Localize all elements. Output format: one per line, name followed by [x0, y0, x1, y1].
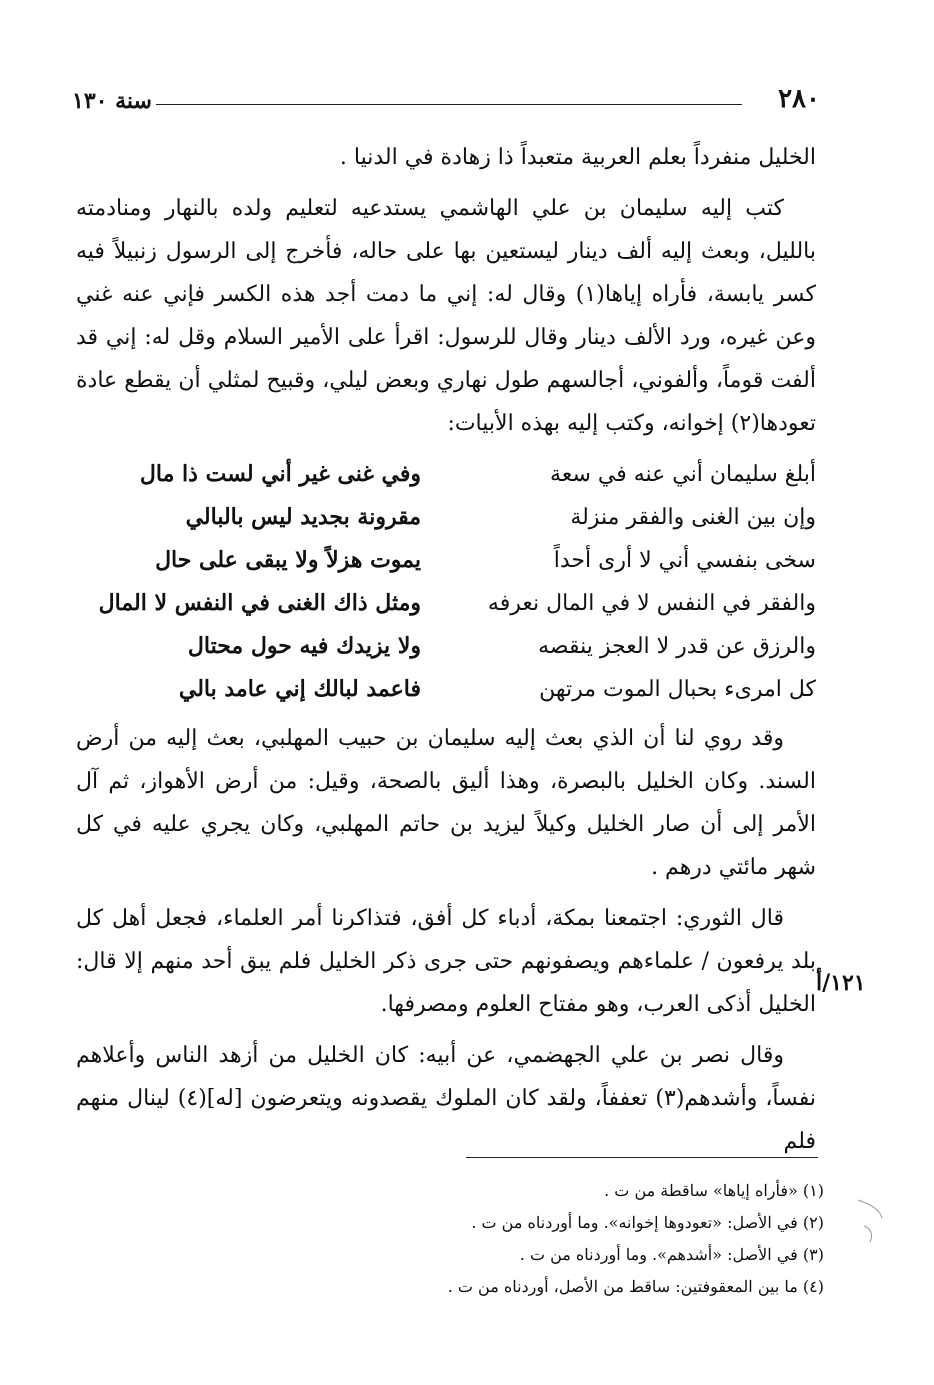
- footnote-rule: [466, 1157, 818, 1158]
- folio-margin-note: ١٢١/أ: [816, 970, 866, 996]
- intro-paragraph: الخليل منفرداً بعلم العربية متعبداً ذا زهادة في الدنيا .: [339, 145, 816, 170]
- verse-first-hemistich: كل امرىء بحبال الموت مرتهن: [539, 677, 816, 702]
- footnotes: [224, 1175, 824, 1303]
- verse-second-hemistich: وفي غنى غير أني لست ذا مال: [139, 461, 421, 487]
- verse-first-hemistich: والفقر في النفس لا في المال نعرفه: [487, 591, 816, 616]
- footnote: (٣) في الأصل: «أشدهم». وما أوردناه من ت .: [519, 1245, 824, 1264]
- page-header: [72, 84, 820, 120]
- verse-second-hemistich: ولا يزيدك فيه حول محتال: [187, 633, 421, 659]
- verse-second-hemistich: يموت هزلاً ولا يبقى على حال: [155, 547, 421, 573]
- page-number: ٢٨٠: [778, 84, 820, 114]
- verse-first-hemistich: سخى بنفسي أني لا أرى أحداً: [553, 548, 816, 573]
- footnote: (٢) في الأصل: «تعودوها إخوانه». وما أوردناه من ت .: [471, 1213, 824, 1232]
- footnote: (٤) ما بين المعقوفتين: ساقط من الأصل، أوردناه من ت .: [447, 1277, 824, 1296]
- verse-line: [76, 496, 816, 539]
- main-text: [76, 136, 816, 1171]
- verse-second-hemistich: ومثل ذاك الغنى في النفس لا المال: [98, 590, 421, 616]
- verse-first-hemistich: والرزق عن قدر لا العجز ينقصه: [538, 634, 816, 659]
- paragraph-letter: كتب إليه سليمان بن علي الهاشمي يستدعيه لتعليم ولده بالنهار ومنادمته بالليل، وبعث إليه ألف دينار ليستعين بها على حاله، فأخرج إلى الرسول زنبيلاً فيه كسر يابسة، فأراه إياها(١) وقال له: إني ما دمت أجد هذه الكسر فإني عنه غني وعن غيره، ورد الألف دينار وقال للرسول: اقرأ على الأمير السلام وقل له: إني قد ألفت قوماً، وألفوني، أجالسهم طول نهاري وبعض ليلي، وقبيح لمثلي أن يقطع عادة تعودها(٢) إخوانه، وكتب إليه بهذه الأبيات:: [76, 196, 817, 436]
- paragraph-thawri: قال الثوري: اجتمعنا بمكة، أدباء كل أفق، فتذاكرنا أمر العلماء، فجعل أهل كل بلد يرفعون / علماءهم ويصفونهم حتى جرى ذكر الخليل فلم يبق أحد منهم إلا قال: الخليل أذكى العرب، وهو مفتاح العلوم ومصرفها.: [76, 906, 816, 1017]
- verse-line: [76, 582, 816, 625]
- verse-first-hemistich: أبلغ سليمان أني عنه في سعة: [550, 462, 816, 487]
- margin-scratch-mark: [856, 1196, 886, 1246]
- verse-second-hemistich: مقرونة بجديد ليس بالبالي: [185, 504, 421, 530]
- verse-line: [76, 668, 816, 711]
- header-rule: [156, 104, 742, 105]
- verse-first-hemistich: وإن بين الغنى والفقر منزلة: [570, 505, 816, 530]
- verse-line: [76, 453, 816, 496]
- verse-line: [76, 625, 816, 668]
- paragraph-nasr: وقال نصر بن علي الجهضمي، عن أبيه: كان الخليل من أزهد الناس وأعلاهم نفساً، وأشدهم(٣) تعففاً، ولقد كان الملوك يقصدونه ويتعرضون [له](٤) لينال منهم فلم: [76, 1043, 816, 1154]
- poem: [76, 453, 816, 711]
- footnote: (١) «فأراه إياها» ساقطة من ت .: [604, 1181, 824, 1200]
- verse-line: [76, 539, 816, 582]
- running-head: سنة ١٣٠: [72, 88, 152, 114]
- paragraph-sind: وقد روي لنا أن الذي بعث إليه سليمان بن حبيب المهلبي، بعث إليه من أرض السند. وكان الخليل بالبصرة، وهذا أليق بالصحة، وقيل: من أرض الأهواز، ثم آل الأمر إلى أن صار الخليل وكيلاً ليزيد بن حاتم المهلبي، وكان يجري عليه في كل شهر مائتي درهم .: [76, 726, 816, 880]
- verse-second-hemistich: فاعمد لبالك إني عامد بالي: [178, 676, 421, 702]
